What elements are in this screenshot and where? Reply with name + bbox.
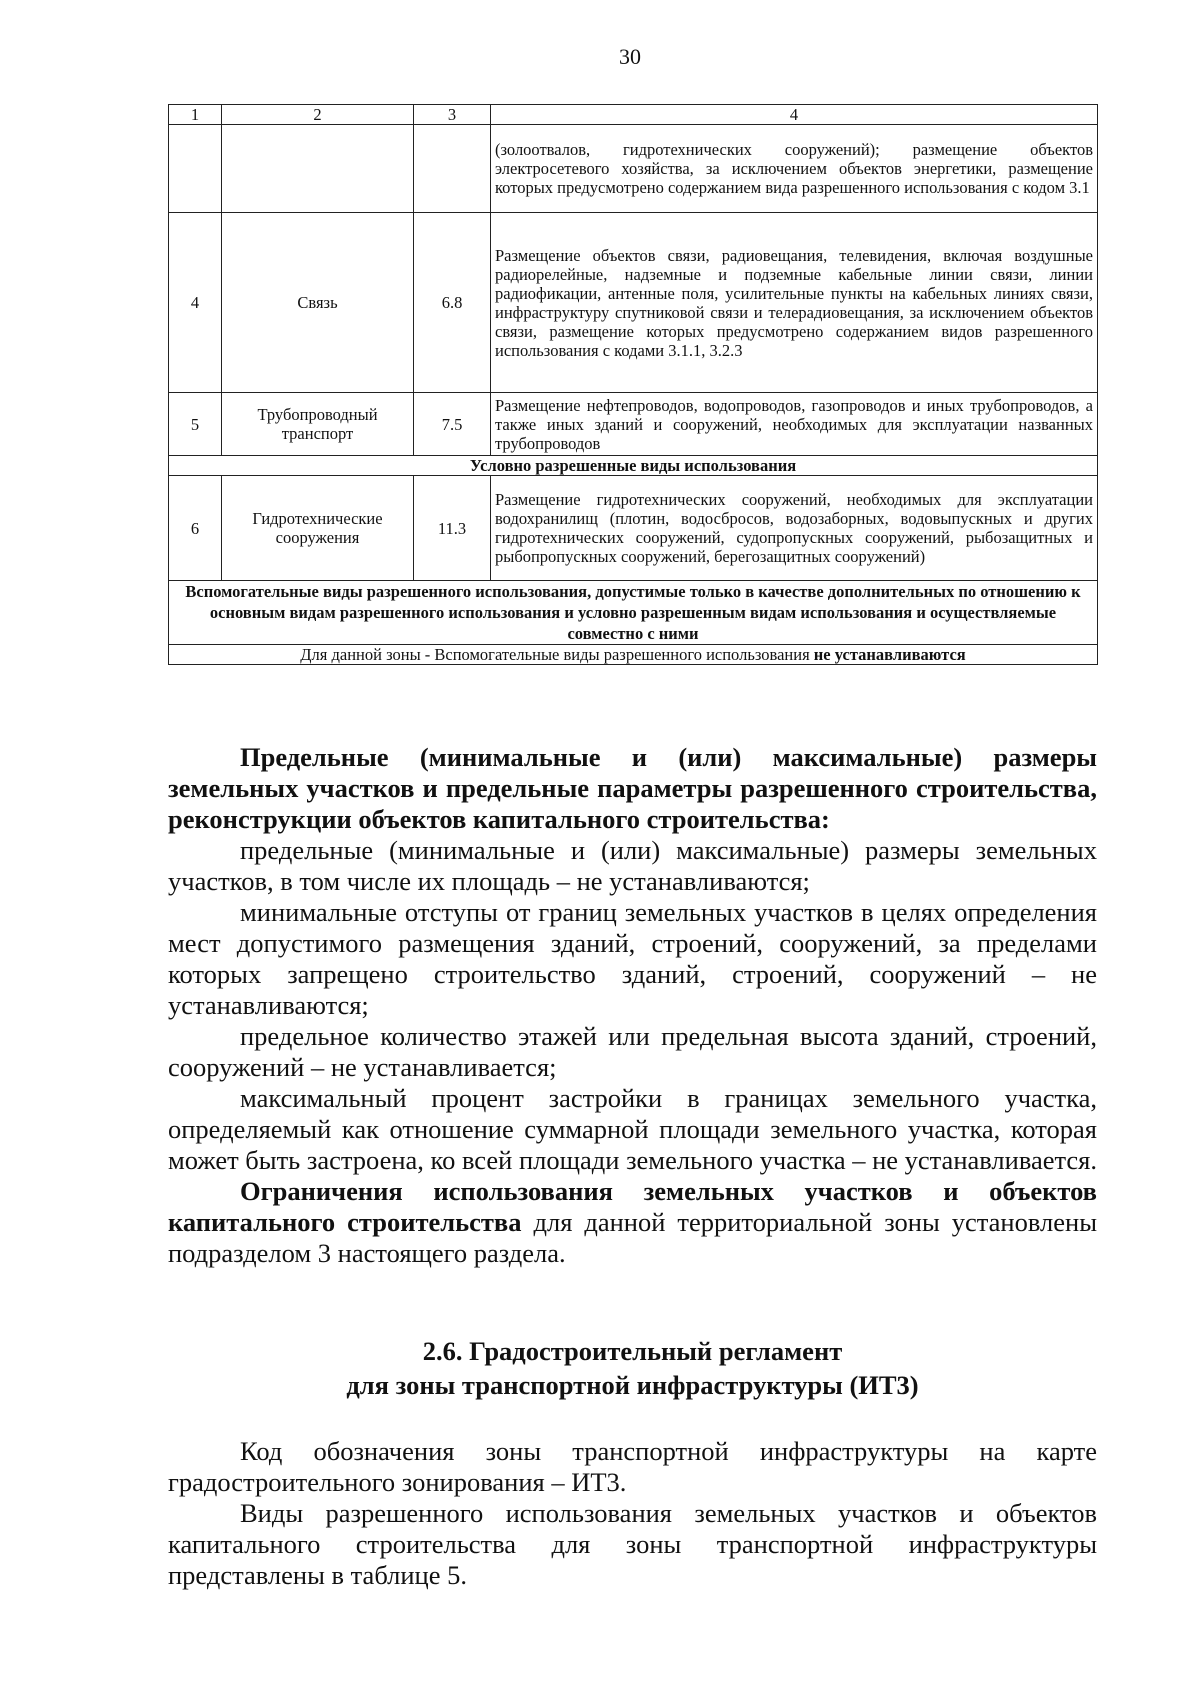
table-row — [169, 393, 1098, 456]
auxiliary-note — [169, 645, 1098, 665]
row-description: (золоотвалов, гидротехнических сооружений); размещение объектов электросетевого хозяйства, за исключением объектов энергетики, размещение которых предусмотрено содержанием вида разрешенного использования с кодом 3.1 — [491, 125, 1098, 213]
auxiliary-heading-row — [169, 581, 1098, 645]
section-title-line: 2.6. Градостроительный регламент — [422, 1336, 843, 1366]
auxiliary-note-bold: не устанавливаются — [813, 645, 966, 664]
row-description: Размещение объектов связи, радиовещания, телевидения, включая воздушные радиорелейные, надземные и подземные кабельные линии связи, линии радиофикации, антенные поля, усилительные пункты на кабельных линиях связи, инфраструктуру спутниковой связи и телерадиовещания, за исключением объектов связи, размещение которых предусмотрено содержанием видов разрешенного использования с кодами 3.1.1, 3.2.3 — [491, 213, 1098, 393]
conditional-heading: Условно разрешенные виды использования — [169, 456, 1098, 476]
limits-heading: Предельные (минимальные и (или) максимальные) размеры земельных участков и предельные параметры разрешенного строительства, реконструкции объектов капитального строительства: — [168, 742, 1097, 834]
table-header-cell: 1 — [169, 105, 222, 125]
page-number: 30 — [619, 44, 641, 69]
limits-paragraph: максимальный процент застройки в границах земельного участка, определяемый как отношение суммарной площади земельного участка, которая может быть застроена, ко всей площади земельного участка – не устанавливается. — [168, 1083, 1098, 1175]
limits-paragraph: минимальные отступы от границ земельных участков в целях определения мест допустимого размещения зданий, строений, сооружений, за пределами которых запрещено строительство зданий, строений, сооружений – не устанавливаются; — [168, 897, 1097, 1020]
row-name: Связь — [222, 213, 414, 393]
table-row — [169, 213, 1098, 393]
section-body — [168, 1436, 1097, 1591]
row-code: 7.5 — [414, 393, 491, 456]
row-number: 4 — [169, 213, 222, 393]
section-paragraph: Виды разрешенного использования земельных участков и объектов капитального строительства для зоны транспортной инфраструктуры представлены в таблице 5. — [168, 1498, 1097, 1590]
row-description: Размещение гидротехнических сооружений, необходимых для эксплуатации водохранилищ (плотин, водосбросов, водозаборных, водовыпускных и других гидротехнических сооружений, судопропускных сооружений, рыбозащитных и рыбопропускных сооружений, берегозащитных сооружений) — [491, 476, 1098, 581]
row-code: 6.8 — [414, 213, 491, 393]
table-header-row — [169, 105, 1098, 125]
table-header-cell: 2 — [222, 105, 414, 125]
table-row — [169, 476, 1098, 581]
table-header-cell: 3 — [414, 105, 491, 125]
table-header-cell: 4 — [491, 105, 1098, 125]
restrictions-bold: Ограничения использования земельных участков и объектов капитального строительства — [168, 1176, 1097, 1237]
row-description: Размещение нефтепроводов, водопроводов, газопроводов и иных трубопроводов, а также иных зданий и сооружений, необходимых для эксплуатации названных трубопроводов — [491, 393, 1098, 456]
section-paragraph: Код обозначения зоны транспортной инфраструктуры на карте градостроительного зонирования – ИТ3. — [168, 1436, 1097, 1497]
row-number: 5 — [169, 393, 222, 456]
section-title — [168, 1334, 1097, 1402]
table-row — [169, 125, 1098, 213]
row-code: 11.3 — [414, 476, 491, 581]
restrictions-paragraph — [168, 1176, 1097, 1269]
row-number: 6 — [169, 476, 222, 581]
auxiliary-note-row — [169, 645, 1098, 665]
limits-section — [168, 742, 1097, 1269]
section-title-line: для зоны транспортной инфраструктуры (ИТ3) — [346, 1370, 919, 1400]
limits-paragraph: предельное количество этажей или предельная высота зданий, строений, сооружений – не устанавливается; — [168, 1021, 1097, 1082]
limits-paragraph: предельные (минимальные и (или) максимальные) размеры земельных участков, в том числе их площадь – не устанавливаются; — [168, 835, 1097, 896]
restrictions-rest: для данной территориальной зоны установлены подразделом 3 настоящего раздела. — [168, 1207, 1097, 1268]
row-name: Гидротехнические сооружения — [222, 476, 414, 581]
row-name: Трубопроводный транспорт — [222, 393, 414, 456]
auxiliary-heading: Вспомогательные виды разрешенного использования, допустимые только в качестве дополнительных по отношению к основным видам разрешенного использования и условно разрешенным видам использования и осуществляемые совместно с ними — [169, 581, 1098, 645]
conditional-heading-row — [169, 456, 1098, 476]
permitted-use-table — [168, 104, 1098, 665]
auxiliary-note-prefix: Для данной зоны - Вспомогательные виды разрешенного использования — [300, 645, 814, 664]
